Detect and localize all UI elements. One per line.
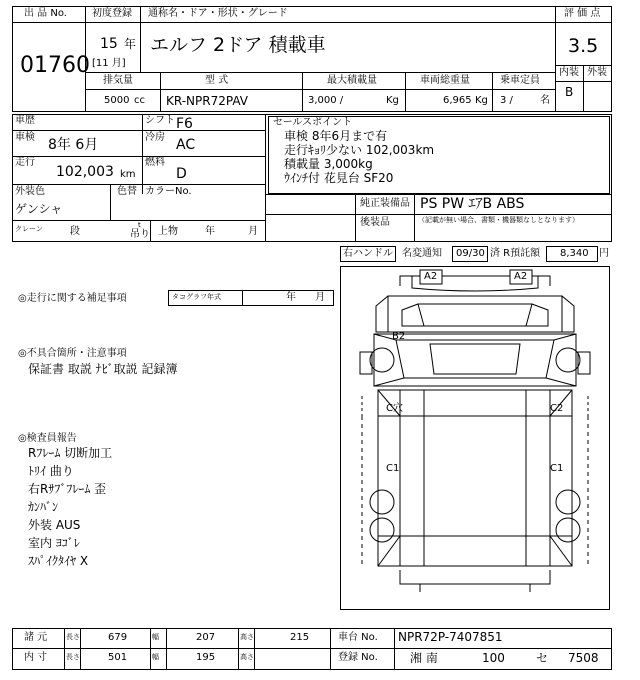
crane-label: クレーン — [15, 225, 43, 233]
name-change-label: 名変通知 — [402, 248, 442, 259]
car-name: エルフ 2ドア 積載車 — [150, 34, 326, 56]
shift-label: シフト — [145, 115, 175, 126]
score-value: 3.5 — [568, 35, 599, 57]
color-no-label: カラーNo. — [145, 186, 192, 197]
outer-length-label: 長さ — [66, 633, 80, 641]
outer-length: 679 — [108, 632, 128, 643]
recycle-label: 済 R預託額 — [490, 248, 541, 259]
deposit-value: 8,340 — [560, 248, 589, 259]
lot-label: 出 品 No. — [24, 8, 67, 19]
aftermarket-note: （記載が無い場合、書類・機器類なしとなります） — [418, 216, 579, 224]
mileage-value: 102,003 — [56, 164, 114, 180]
score-label: 評 価 点 — [564, 8, 601, 19]
max-load-unit: Kg — [386, 95, 399, 106]
max-load-value: 3,000 / — [308, 95, 344, 106]
inner-dimensions-label: 内 寸 — [24, 652, 48, 663]
mark-a2-right: A2 — [514, 271, 528, 282]
inspector-line-1: Rﾌﾚｰﾑ 切断加工 — [28, 446, 113, 460]
tacho-label: タコグラフ年式 — [172, 293, 221, 301]
inspector-title: ◎検査員報告 — [18, 433, 77, 444]
displacement-unit: cc — [134, 95, 145, 106]
mark-c2-right: C2 — [550, 403, 564, 414]
inner-length: 501 — [108, 652, 128, 663]
inspector-line-7: ｽﾊﾟｲｸﾀｲﾔ X — [28, 554, 89, 568]
capacity-label: 乗車定員 — [500, 75, 540, 86]
sales-point-1: 車検 8年6月まで有 — [284, 129, 388, 143]
history-label: 車歴 — [15, 115, 35, 126]
mark-c-hole-left: C穴 — [386, 403, 403, 414]
driving-notes-title: ◎走行に関する補足事項 — [18, 293, 127, 304]
capacity-value: 3 / — [500, 95, 513, 106]
inspector-line-2: ﾄﾘｲ 曲り — [28, 464, 74, 478]
interior-label: 内装 — [559, 67, 579, 78]
mileage-unit: km — [120, 169, 136, 180]
equipment-value: PS PW ｴｱB ABS — [420, 196, 525, 212]
fuel-value: D — [176, 166, 187, 182]
crane-ton: t — [138, 221, 141, 229]
aftermarket-label: 後装品 — [360, 217, 390, 228]
displacement-value: 5000 — [104, 95, 130, 106]
max-load-label: 最大積載量 — [327, 75, 377, 86]
inner-width-label: 幅 — [152, 653, 159, 661]
first-registration-label: 初度登録 — [92, 8, 132, 19]
color-code-label: 色替 — [117, 186, 137, 197]
gross-weight-label: 車両総重量 — [420, 75, 470, 86]
color-value: ゲンシャ — [15, 202, 63, 216]
inner-length-label: 長さ — [66, 653, 80, 661]
equipment-label: 純正装備品 — [360, 198, 410, 209]
reg-month: [11 月] — [92, 58, 126, 69]
sales-point-4: ｳｲﾝﾁ付 花見台 SF20 — [284, 171, 394, 185]
chassis-label: 車台 No. — [338, 632, 378, 643]
exterior-label: 外装 — [587, 67, 607, 78]
plate-number: 7508 — [568, 651, 599, 665]
model-value: KR-NPR72PAV — [166, 94, 248, 108]
defects-value: 保証書 取説 ﾅﾋﾞ取説 記録簿 — [28, 362, 178, 376]
outer-width-label: 幅 — [152, 633, 159, 641]
defects-title: ◎不具合箇所・注意事項 — [18, 348, 127, 359]
mark-a2-left: A2 — [424, 271, 438, 282]
lift-label: 上物 — [158, 226, 178, 237]
mileage-label: 走行 — [15, 157, 35, 168]
shift-value: F6 — [176, 116, 193, 132]
dimensions-frame — [12, 628, 612, 670]
inspector-line-6: 室内 ﾖｺﾞﾚ — [28, 536, 80, 550]
capacity-unit: 名 — [540, 95, 550, 106]
chassis-no: NPR72P-7407851 — [398, 630, 503, 644]
deposit-unit: 円 — [599, 248, 609, 259]
gross-weight-value: 6,965 — [443, 95, 472, 106]
aircon-label: 冷房 — [145, 132, 165, 143]
inspector-line-5: 外装 AUS — [28, 518, 81, 532]
interior-grade: B — [565, 85, 574, 99]
plate-class: 100 — [482, 651, 505, 665]
name-change-date: 09/30 — [456, 248, 485, 259]
inspection-label: 車検 — [15, 132, 35, 143]
tacho-date: 年 月 — [286, 292, 326, 303]
plate-label: 登録 No. — [338, 652, 378, 663]
mark-c1-left: C1 — [386, 463, 400, 474]
displacement-label: 排気量 — [103, 75, 133, 86]
sales-point-3: 積載量 3,000kg — [284, 157, 373, 171]
inner-width: 195 — [196, 652, 216, 663]
lift-date: 年 月 — [205, 226, 259, 237]
handle-value: 右ハンドル — [343, 248, 393, 259]
reg-year: 15 — [100, 36, 118, 52]
inspector-line-4: ｶﾝﾊﾞﾝ — [28, 500, 59, 514]
car-name-label: 通称名・ドア・形状・グレード — [148, 8, 288, 19]
inspection-value: 8年 6月 — [48, 137, 99, 153]
model-label: 型 式 — [205, 75, 229, 86]
gross-weight-unit: Kg — [475, 95, 488, 106]
crane-stage: 段 — [70, 226, 80, 237]
aircon-value: AC — [176, 137, 196, 153]
lot-number: 01760 — [20, 53, 90, 78]
inspector-line-3: 右Rｻﾌﾞﾌﾚｰﾑ 歪 — [28, 482, 107, 496]
inner-height-label: 高さ — [240, 653, 254, 661]
outer-height-label: 高さ — [240, 633, 254, 641]
sales-points-title: セールスポイント — [273, 117, 353, 128]
fuel-label: 燃料 — [145, 157, 165, 168]
crane-lift: 吊り — [130, 229, 150, 240]
mark-c1-right: C1 — [550, 463, 564, 474]
plate-region: 湘 南 — [410, 651, 438, 665]
color-label: 外装色 — [15, 186, 45, 197]
outer-width: 207 — [196, 632, 216, 643]
outer-height: 215 — [290, 632, 310, 643]
truck-diagram — [340, 266, 610, 610]
outer-dimensions-label: 諸 元 — [24, 632, 48, 643]
mark-b2: B2 — [392, 331, 406, 342]
sales-point-2: 走行ｷｮﾘ少ない 102,003km — [284, 143, 435, 157]
reg-year-unit: 年 — [124, 37, 137, 51]
plate-kana: セ — [536, 651, 549, 665]
